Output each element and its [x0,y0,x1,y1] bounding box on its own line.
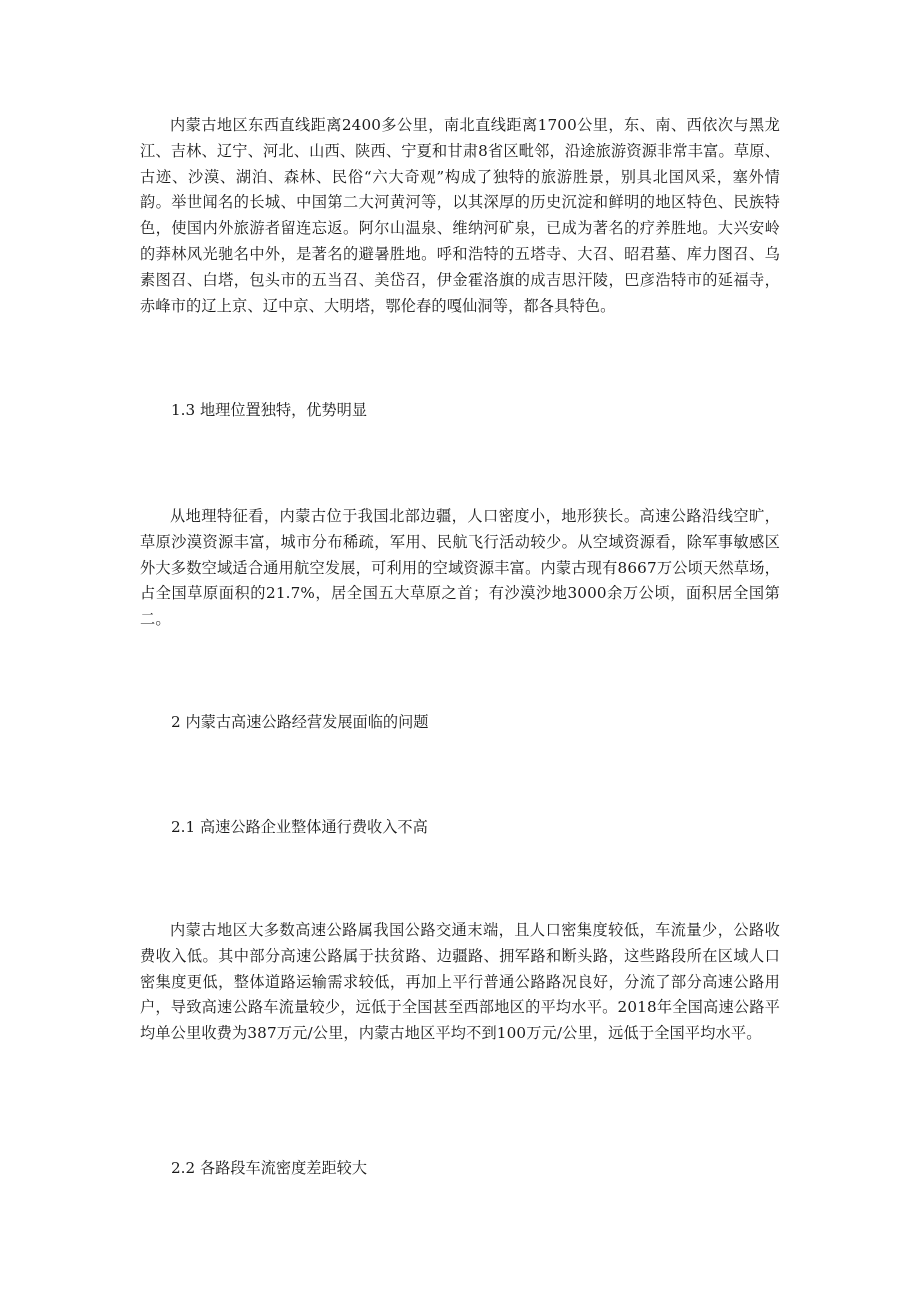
section-heading-2-2: 2.2 各路段车流密度差距较大 [171,1159,368,1177]
paragraph-geographic-features: 从地理特征看，内蒙古位于我国北部边疆，人口密度小，地形狭长。高速公路沿线空旷，草原沙漠资源丰富，城市分布稀疏，军用、民航飞行活动较少。从空域资源看，除军事敏感区外大多数空域适合通用航空发展，可利用的空域资源丰富。内蒙古现有8667万公顷天然草场，占全国草原面积的21.7%，居全国五大草原之首；有沙漠沙地3000余万公顷，面积居全国第二。 [140,507,780,629]
section-heading-2: 2 内蒙古高速公路经营发展面临的问题 [171,713,429,731]
section-heading-2-1: 2.1 高速公路企业整体通行费收入不高 [171,818,428,836]
paragraph-tourism-resources: 内蒙古地区东西直线距离2400多公里，南北直线距离1700公里，东、南、西依次与黑龙江、吉林、辽宁、河北、山西、陕西、宁夏和甘肃8省区毗邻，沿途旅游资源非常丰富。草原、古迹、沙漠、湖泊、森林、民俗“六大奇观”构成了独特的旅游胜景，别具北国风采，塞外情韵。举世闻名的长城、中国第二大河黄河等，以其深厚的历史沉淀和鲜明的地区特色、民族特色，使国内外旅游者留连忘返。阿尔山温泉、维纳河矿泉，已成为著名的疗养胜地。大兴安岭的莽林风光驰名中外，是著名的避暑胜地。呼和浩特的五塔寺、大召、昭君墓、库力图召、乌素图召、白塔，包头市的五当召、美岱召，伊金霍洛旗的成吉思汗陵，巴彦浩特市的延福寺，赤峰市的辽上京、辽中京、大明塔，鄂伦春的嘎仙洞等，都各具特色。 [140,116,780,315]
section-heading-1-3: 1.3 地理位置独特，优势明显 [171,401,368,419]
paragraph-toll-revenue: 内蒙古地区大多数高速公路属我国公路交通末端，且人口密集度较低，车流量少，公路收费收入低。其中部分高速公路属于扶贫路、边疆路、拥军路和断头路，这些路段所在区域人口密集度更低，整体道路运输需求较低，再加上平行普通公路路况良好，分流了部分高速公路用户，导致高速公路车流量较少，远低于全国甚至西部地区的平均水平。2018年全国高速公路平均单公里收费为387万元/公里，内蒙古地区平均不到100万元/公里，远低于全国平均水平。 [140,921,780,1043]
